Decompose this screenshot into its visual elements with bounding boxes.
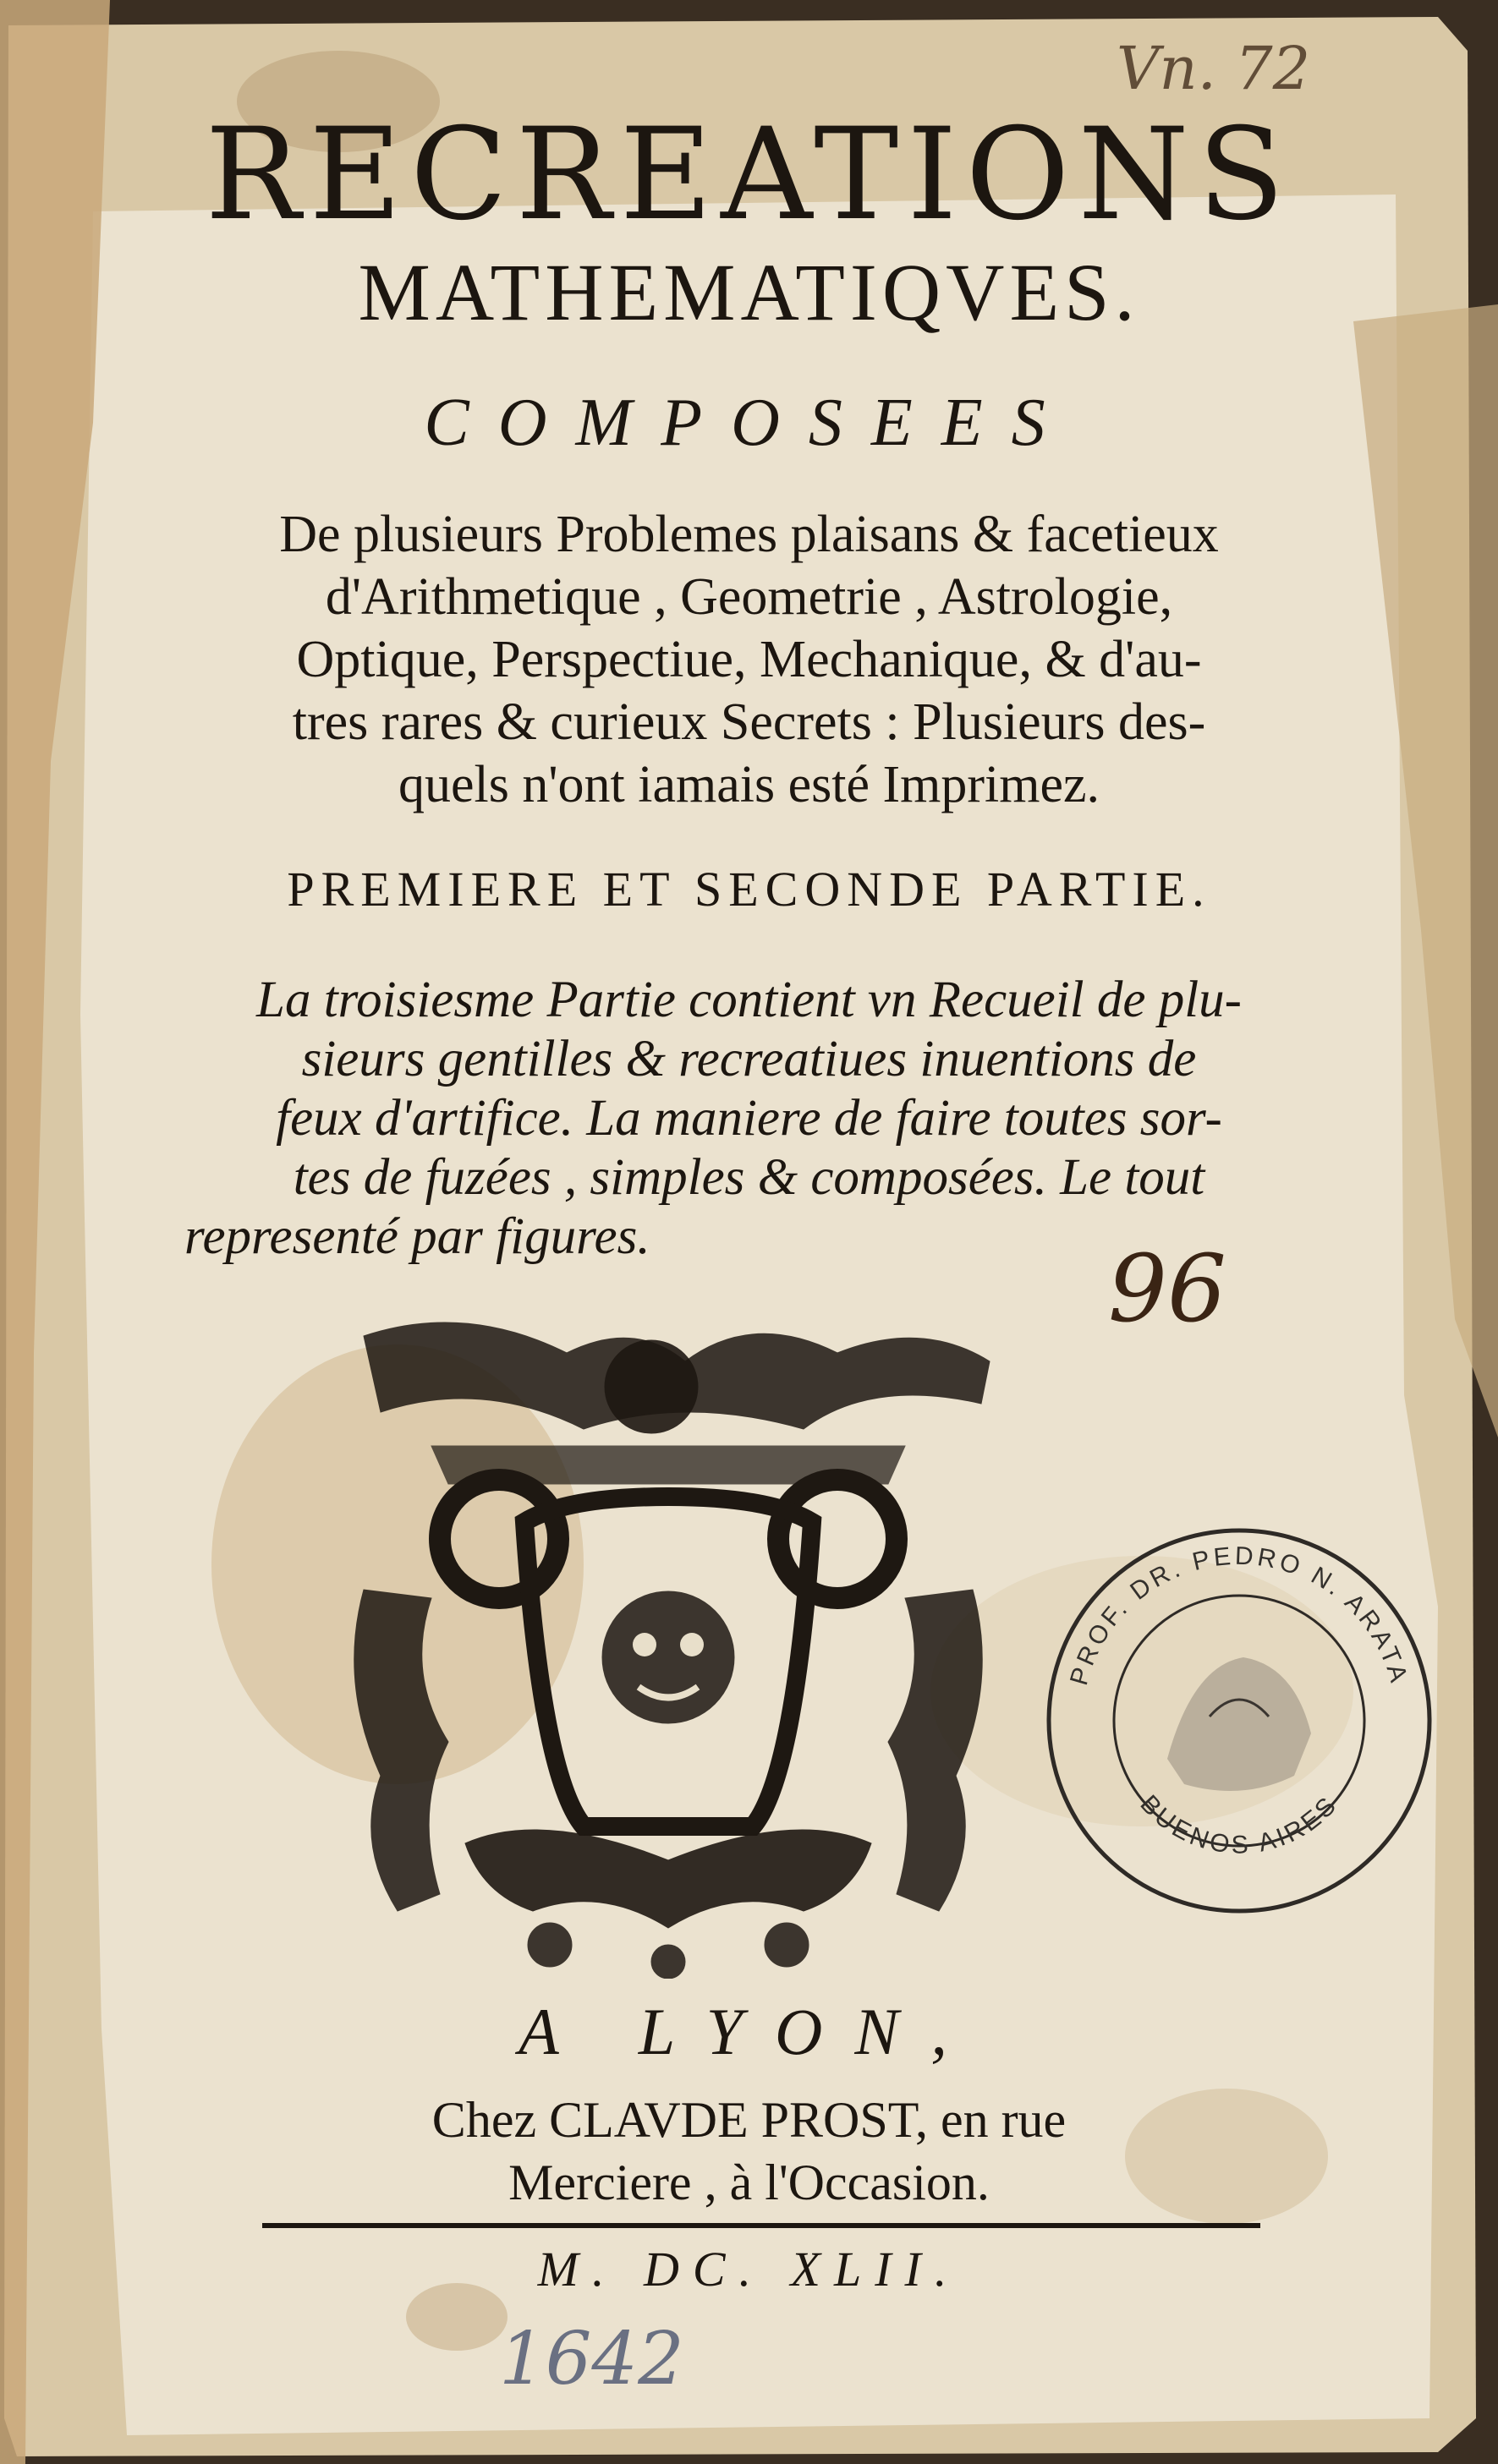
imprint-date: M. DC. XLII. [537, 2242, 961, 2297]
stamp-bottom-text: BUENOS AIRES [1134, 1789, 1344, 1859]
description-line-4: tres rares & curieux Secrets : Plusieurs des- [292, 693, 1206, 751]
description-line-2: d'Arithmetique , Geometrie , Astrologie, [325, 568, 1173, 626]
rule-divider [262, 2217, 1260, 2234]
handwritten-shelf-number: 96 [1108, 1235, 1226, 1343]
partie-heading: PREMIERE ET SECONDE PARTIE. [287, 862, 1211, 917]
book-title: RECREATIONS [205, 101, 1293, 249]
ownership-stamp [1040, 1522, 1438, 1919]
third-part-line-2: sieurs gentilles & recreatiues inuentions de [301, 1031, 1197, 1087]
third-part-line-3: feux d'artifice. La maniere de faire toutes sor- [276, 1090, 1222, 1147]
description-line-1: De plusieurs Problemes plaisans & facetieux [279, 506, 1219, 563]
publisher-line-2: Merciere , à l'Occasion. [508, 2155, 990, 2210]
stamp-top-text: PROF. DR. PEDRO N. ARATA [1065, 1541, 1413, 1689]
third-part-line-4: tes de fuzées , simples & composées. Le tout [293, 1149, 1205, 1206]
book-subtitle: MATHEMATIQVES. [358, 247, 1140, 337]
third-part-line-1: La troisiesme Partie contient vn Recueil de plu- [256, 972, 1242, 1028]
third-part-line-5: representé par figures. [184, 1208, 650, 1265]
publisher-line-1: Chez CLAVDE PROST, en rue [431, 2092, 1067, 2148]
composees-heading: COMPOSEES [424, 386, 1074, 460]
description-line-5: quels n'ont iamais esté Imprimez. [398, 756, 1100, 813]
handwritten-year-note: 1642 [499, 2317, 684, 2401]
handwritten-top-note: Vn. 72 [1117, 34, 1311, 103]
woodcut-ornament [330, 1302, 1007, 1979]
imprint-city: A LYON, [519, 1995, 979, 2068]
description-line-3: Optique, Perspectiue, Mechanique, & d'au- [296, 631, 1202, 688]
